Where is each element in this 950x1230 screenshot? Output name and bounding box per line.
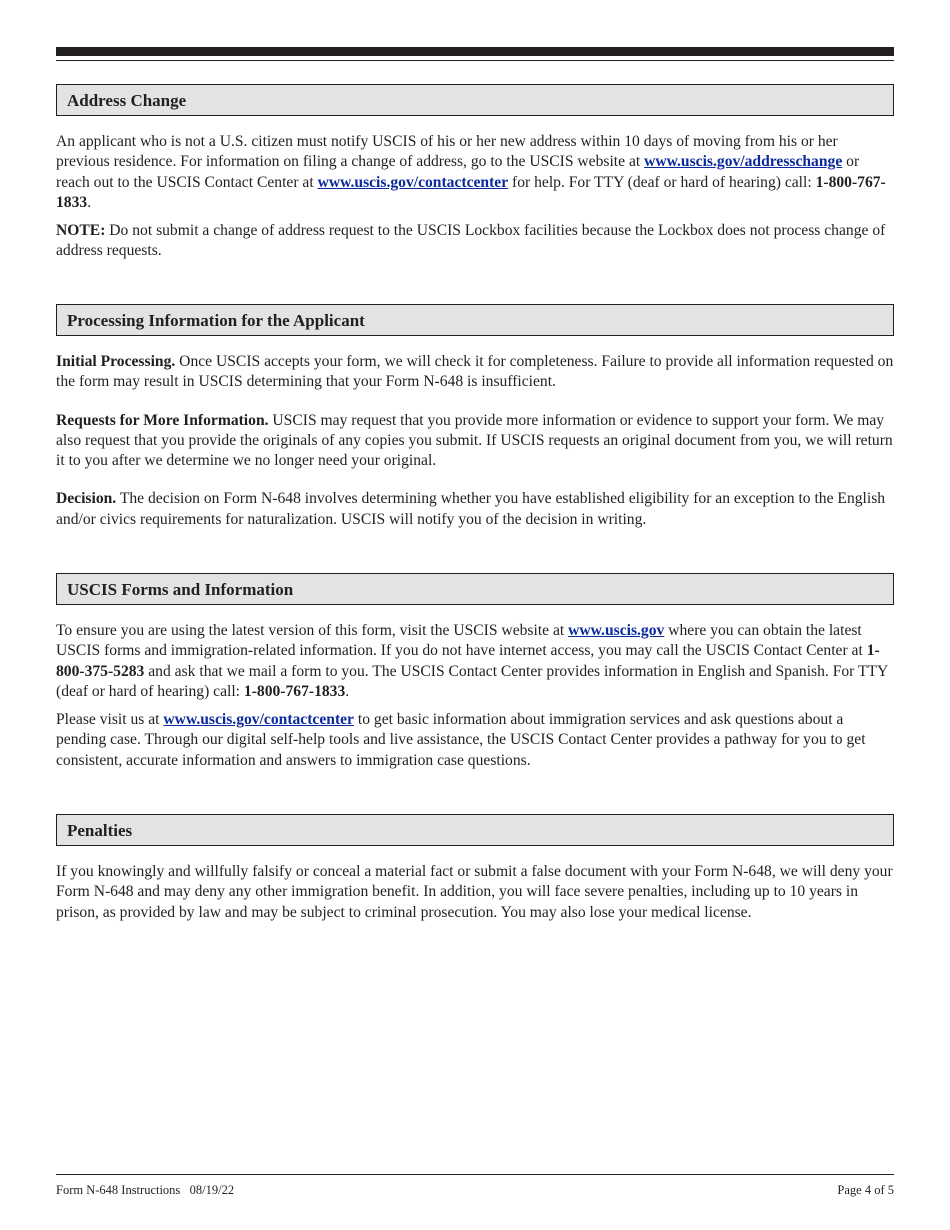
text: and ask that we mail a form to you. The USCIS Contact Center provides information in English and Spanish. For TTY (deaf or hard of hearing) call: — [56, 662, 888, 700]
section-title: Processing Information for the Applicant — [56, 304, 894, 336]
note-paragraph — [56, 221, 894, 262]
contactcenter-paragraph — [56, 710, 894, 771]
addresschange-link[interactable]: www.uscis.gov/addresschange — [644, 153, 843, 171]
text: Once USCIS accepts your form, we will check it for completeness. Failure to provide all information requested on the form may result in USCIS determining that your Form N-648 is insufficient. — [56, 353, 894, 391]
contactcenter-link[interactable]: www.uscis.gov/contactcenter — [317, 173, 509, 191]
contact-phone: 1-800-375-5283 — [56, 642, 880, 680]
text: . — [87, 193, 92, 211]
text: or reach out to the USCIS Contact Center at — [56, 153, 860, 191]
text: Please visit us at — [56, 711, 164, 729]
section-forms-info — [56, 573, 894, 771]
uscis-link[interactable]: www.uscis.gov — [568, 622, 665, 639]
contactcenter-link[interactable]: www.uscis.gov/contactcenter — [163, 711, 354, 729]
text: . — [345, 682, 350, 700]
section-penalties — [56, 814, 894, 923]
penalties-paragraph: If you knowingly and willfully falsify or conceal a material fact or submit a false document with your Form N-648, we will deny your Form N-648 and may deny any other immigration benefit. In addition, you will face severe penalties, including up to 10 years in prison, as provided by law and may be subject to criminal prosecution. You may also lose your medical license. — [56, 863, 893, 921]
note-label: NOTE: — [56, 222, 106, 240]
forms-paragraph — [56, 621, 894, 702]
label: Decision. — [56, 490, 117, 508]
form-name: Form N-648 Instructions 08/19/22 — [56, 1183, 235, 1197]
text: where you can obtain the latest USCIS forms and immigration-related information. If you do not have internet access, you may call the USCIS Contact Center at — [56, 622, 867, 660]
label: Initial Processing. — [56, 353, 176, 370]
text: Do not submit a change of address request to the USCIS Lockbox facilities because the Lockbox does not process change of address requests. — [56, 222, 886, 260]
decision-paragraph — [56, 489, 894, 530]
section-title: Penalties — [56, 814, 894, 846]
text: for help. For TTY (deaf or hard of hearing) call: — [508, 173, 816, 191]
text: To ensure you are using the latest version of this form, visit the USCIS website at — [56, 622, 569, 639]
tty-phone: 1-800-767-1833 — [243, 682, 346, 700]
text: to get basic information about immigration services and ask questions about a pending case. Through our digital self-help tools and live assistance, the USCIS Contact Center provides a pathway for you to get consistent, accurate information and answers to immigration case questions. — [56, 711, 866, 769]
text: An applicant who is not a U.S. citizen must notify USCIS of his or her new address within 10 days of moving from his or her previous residence. For information on filing a change of address, go to the USCIS website at — [56, 133, 838, 171]
page-number: Page 4 of 5 — [837, 1183, 894, 1197]
section-address-change — [56, 84, 894, 262]
text: The decision on Form N-648 involves determining whether you have established eligibility for an exception to the English and/or civics requirements for naturalization. USCIS will notify you of the decision in writing. — [56, 490, 886, 528]
initial-processing-paragraph — [56, 352, 894, 393]
footer-rule — [56, 1174, 894, 1175]
footer — [56, 1183, 894, 1198]
requests-paragraph — [56, 411, 894, 472]
tty-phone: 1-800-767-1833 — [56, 173, 886, 211]
header-rule-thin — [56, 60, 894, 61]
section-title: Address Change — [56, 84, 894, 116]
section-processing — [56, 304, 894, 530]
label: Requests for More Information. — [56, 411, 269, 429]
address-change-paragraph — [56, 132, 894, 213]
header-rule-thick — [56, 47, 894, 56]
text: USCIS may request that you provide more information or evidence to support your form. We may also request that you provide the originals of any copies you submit. If USCIS requests an original document from you, we will return it to you after we determine we no longer need your original. — [56, 411, 893, 470]
section-title: USCIS Forms and Information — [56, 573, 894, 605]
